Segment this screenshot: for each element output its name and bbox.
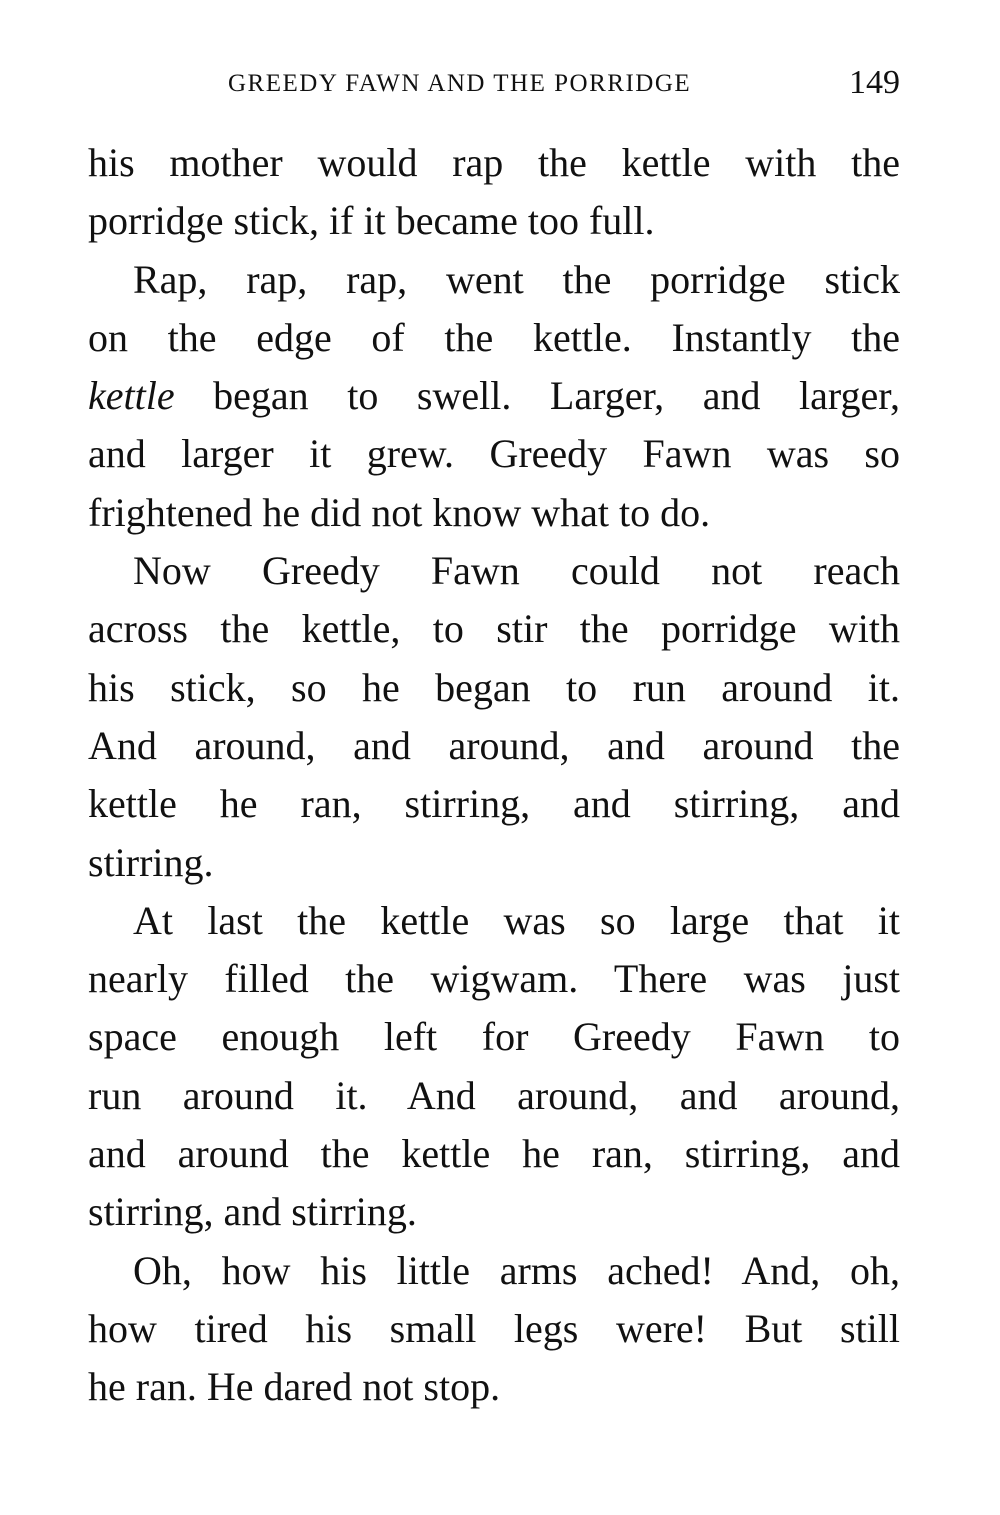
running-head [88,66,900,106]
running-title: GREEDY FAWN AND THE PORRIDGE [228,70,692,97]
text-line: his stick, so he began to run around it. [88,664,900,710]
text-line: porridge stick, if it became too full. [88,198,655,244]
text-line: stirring, and stirring. [88,1189,417,1235]
text-line-rest: began to swell. Larger, and larger, [174,373,900,419]
text-line [88,367,900,425]
page-number: 149 [849,64,900,101]
text-line: across the kettle, to stir the porridge with [88,606,900,652]
text-line: he ran. He dared not stop. [88,1364,501,1410]
text-line: Now Greedy Fawn could not reach [133,548,900,594]
text-line: stirring. [88,839,214,885]
paragraph-3 [88,542,900,892]
paragraph-2 [88,251,900,542]
body-text [88,134,900,1417]
text-line: run around it. And around, and around, [88,1072,900,1118]
text-line: And around, and around, and around the [88,722,900,768]
text-line: At last the kettle was so large that it [133,897,900,943]
text-line: how tired his small legs were! But still [88,1305,900,1351]
paragraph-5 [88,1242,900,1417]
paragraph-4 [88,892,900,1242]
text-line: and larger it grew. Greedy Fawn was so [88,431,900,477]
text-line: kettle he ran, stirring, and stirring, and [88,781,900,827]
text-line: Oh, how his little arms ached! And, oh, [133,1247,900,1293]
text-line: on the edge of the kettle. Instantly the [88,314,900,360]
text-line: Rap, rap, rap, went the porridge stick [133,256,900,302]
text-line: frightened he did not know what to do. [88,489,711,535]
text-line: his mother would rap the kettle with the [88,140,900,185]
paragraph-1 [88,134,900,251]
text-line: space enough left for Greedy Fawn to [88,1014,900,1060]
text-line: and around the kettle he ran, stirring, and [88,1131,900,1177]
italic-word: kettle [88,373,175,419]
text-line: nearly filled the wigwam. There was just [88,956,900,1002]
